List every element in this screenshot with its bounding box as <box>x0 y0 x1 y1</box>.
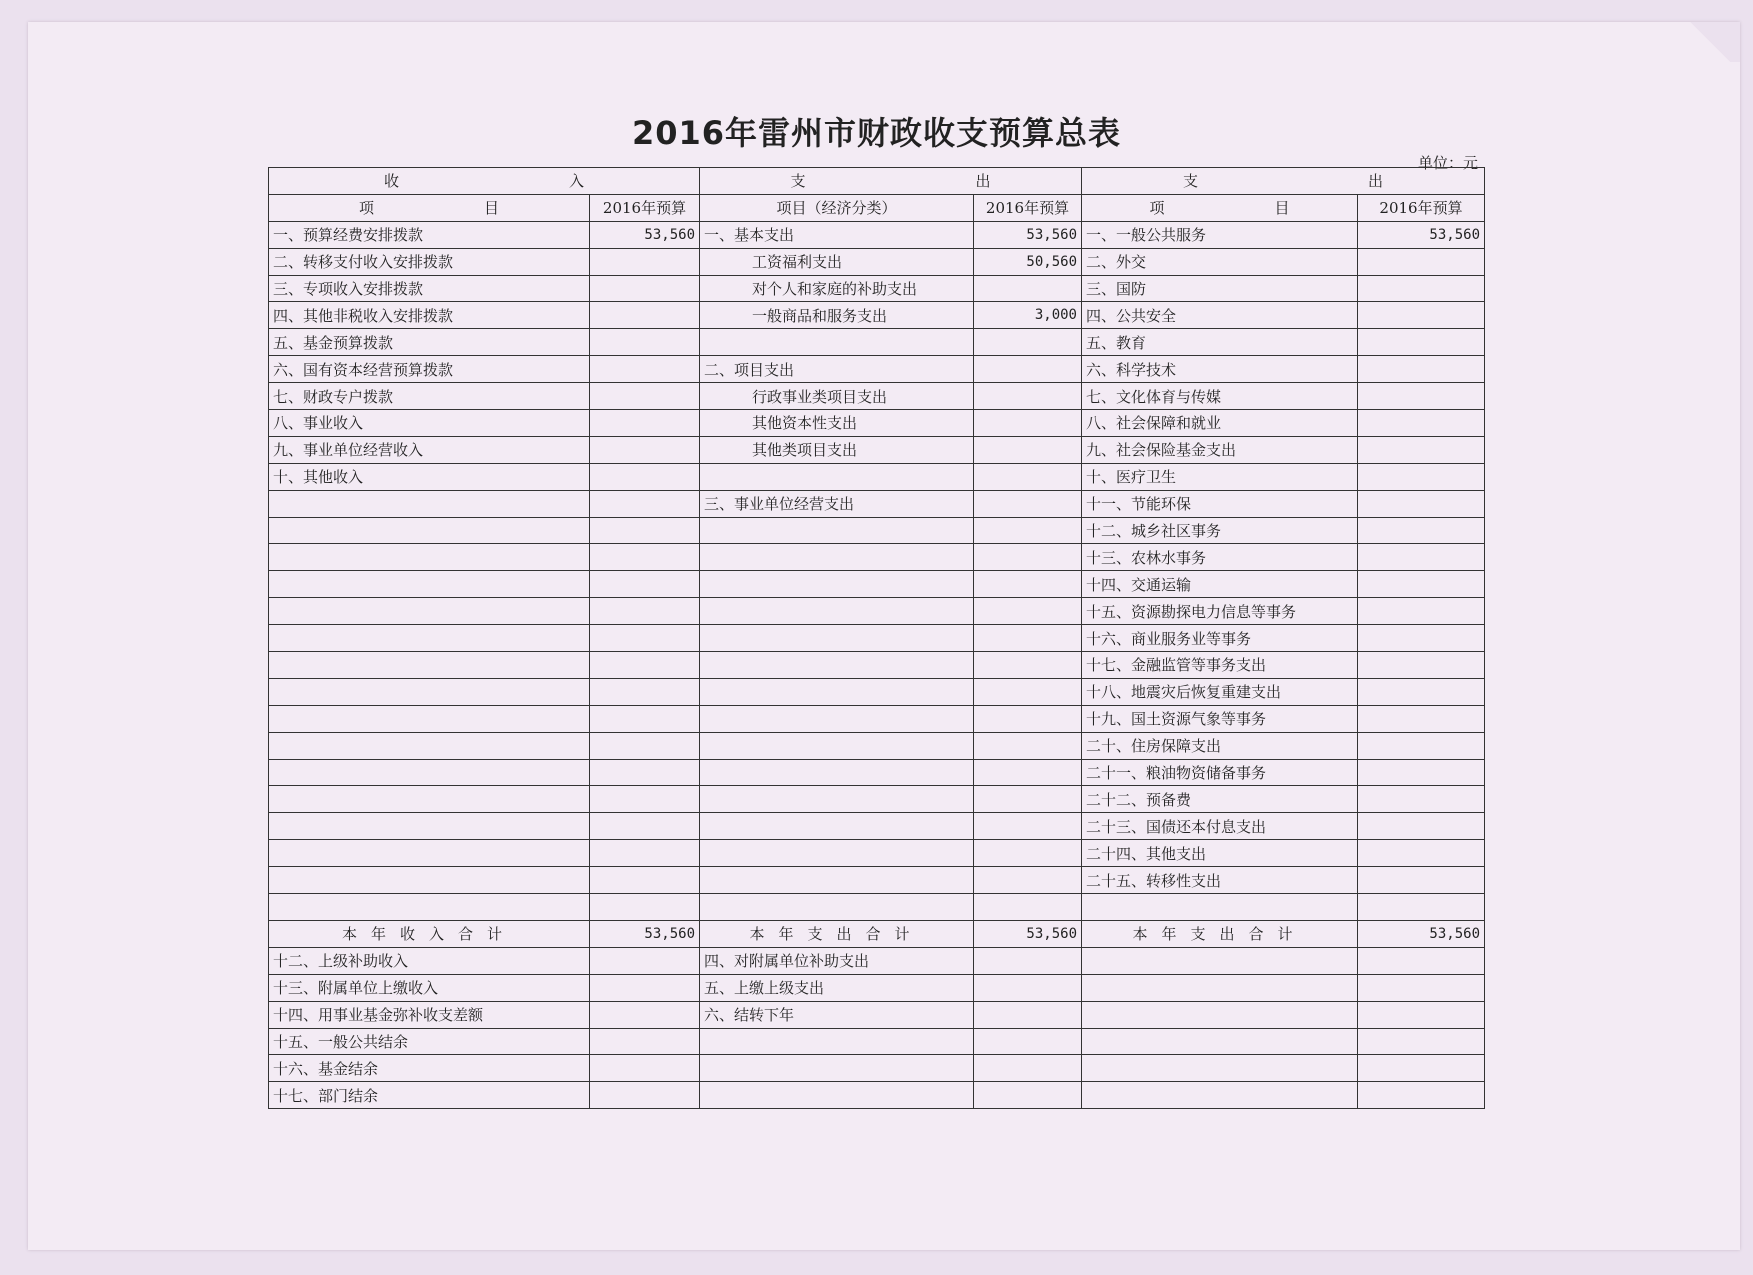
item-cell: 十一、节能环保 <box>1082 490 1358 517</box>
amount-cell <box>590 302 700 329</box>
amount-cell <box>974 759 1082 786</box>
item-cell: 十九、国土资源气象等事务 <box>1082 705 1358 732</box>
item-cell <box>269 894 590 921</box>
item-cell <box>700 544 974 571</box>
amount-cell <box>590 947 700 974</box>
amount-cell <box>590 786 700 813</box>
amount-cell <box>974 410 1082 437</box>
amount-cell <box>974 1001 1082 1028</box>
item-cell <box>269 759 590 786</box>
item-cell: 十六、商业服务业等事务 <box>1082 625 1358 652</box>
table-row <box>269 302 1485 329</box>
item-cell: 十四、交通运输 <box>1082 571 1358 598</box>
table-row <box>269 974 1485 1001</box>
amount-cell: 53,560 <box>974 221 1082 248</box>
item-cell: 二、转移支付收入安排拨款 <box>269 248 590 275</box>
item-cell <box>700 867 974 894</box>
item-cell <box>269 732 590 759</box>
table-row <box>269 786 1485 813</box>
item-cell: 二十、住房保障支出 <box>1082 732 1358 759</box>
amount-cell <box>590 813 700 840</box>
amount-cell <box>974 974 1082 1001</box>
amount-cell: 53,560 <box>590 221 700 248</box>
amount-cell <box>974 867 1082 894</box>
amount-cell <box>1358 598 1485 625</box>
item-cell: 十五、一般公共结余 <box>269 1028 590 1055</box>
amount-cell <box>590 1028 700 1055</box>
item-cell <box>700 813 974 840</box>
amount-cell <box>1358 705 1485 732</box>
item-cell: 一般商品和服务支出 <box>700 302 974 329</box>
amount-cell <box>590 732 700 759</box>
item-cell: 四、公共安全 <box>1082 302 1358 329</box>
item-cell <box>700 652 974 679</box>
table-row <box>269 598 1485 625</box>
table-row <box>269 840 1485 867</box>
amount-cell <box>974 383 1082 410</box>
item-cell: 四、其他非税收入安排拨款 <box>269 302 590 329</box>
col-item-header: 项 目 <box>1082 194 1358 221</box>
table-row <box>269 275 1485 302</box>
amount-cell <box>590 894 700 921</box>
table-row <box>269 1028 1485 1055</box>
amount-cell <box>590 275 700 302</box>
amount-cell <box>974 463 1082 490</box>
expense-group-header: 支 出 <box>700 168 1082 195</box>
item-cell: 十七、金融监管等事务支出 <box>1082 652 1358 679</box>
amount-cell: 53,560 <box>1358 221 1485 248</box>
item-cell: 八、社会保障和就业 <box>1082 410 1358 437</box>
item-cell <box>700 625 974 652</box>
table-row <box>269 356 1485 383</box>
amount-cell <box>974 813 1082 840</box>
amount-cell <box>1358 383 1485 410</box>
item-cell: 三、事业单位经营支出 <box>700 490 974 517</box>
amount-cell <box>974 571 1082 598</box>
amount-cell <box>974 732 1082 759</box>
amount-cell <box>974 1082 1082 1109</box>
item-cell <box>700 705 974 732</box>
item-cell <box>700 598 974 625</box>
amount-cell <box>590 1001 700 1028</box>
item-cell <box>700 463 974 490</box>
item-cell <box>269 705 590 732</box>
amount-cell <box>1358 1082 1485 1109</box>
item-cell <box>1082 974 1358 1001</box>
expense-total-value: 53,560 <box>974 920 1082 947</box>
item-cell <box>1082 1082 1358 1109</box>
item-cell: 二十四、其他支出 <box>1082 840 1358 867</box>
amount-cell <box>974 598 1082 625</box>
amount-cell <box>974 625 1082 652</box>
amount-cell: 50,560 <box>974 248 1082 275</box>
amount-cell <box>1358 867 1485 894</box>
item-cell: 一、基本支出 <box>700 221 974 248</box>
item-cell: 其他资本性支出 <box>700 410 974 437</box>
amount-cell <box>590 625 700 652</box>
table-row <box>269 410 1485 437</box>
income-total-label: 本年收入合计 <box>269 920 590 947</box>
col-budget-header: 2016年预算 <box>1358 194 1485 221</box>
amount-cell <box>1358 813 1485 840</box>
item-cell: 十三、农林水事务 <box>1082 544 1358 571</box>
item-cell <box>269 813 590 840</box>
amount-cell <box>974 840 1082 867</box>
table-row <box>269 1055 1485 1082</box>
amount-cell <box>590 867 700 894</box>
item-cell: 一、一般公共服务 <box>1082 221 1358 248</box>
table-row <box>269 571 1485 598</box>
amount-cell <box>1358 490 1485 517</box>
amount-cell <box>590 356 700 383</box>
amount-cell <box>974 652 1082 679</box>
item-cell: 九、社会保险基金支出 <box>1082 436 1358 463</box>
amount-cell <box>590 1055 700 1082</box>
amount-cell <box>974 490 1082 517</box>
item-cell <box>700 517 974 544</box>
item-cell: 六、结转下年 <box>700 1001 974 1028</box>
table-row <box>269 947 1485 974</box>
item-cell <box>700 1028 974 1055</box>
col-item-header: 项 目 <box>269 194 590 221</box>
amount-cell <box>1358 410 1485 437</box>
amount-cell <box>974 786 1082 813</box>
item-cell <box>269 490 590 517</box>
amount-cell <box>1358 248 1485 275</box>
amount-cell <box>1358 356 1485 383</box>
amount-cell <box>974 705 1082 732</box>
table-row <box>269 625 1485 652</box>
table-row <box>269 652 1485 679</box>
table-row <box>269 705 1485 732</box>
item-cell <box>269 786 590 813</box>
function-expense-total-value: 53,560 <box>1358 920 1485 947</box>
amount-cell <box>1358 275 1485 302</box>
item-cell <box>700 786 974 813</box>
item-cell: 十四、用事业基金弥补收支差额 <box>269 1001 590 1028</box>
amount-cell <box>974 1055 1082 1082</box>
amount-cell <box>1358 302 1485 329</box>
item-cell: 十五、资源勘探电力信息等事务 <box>1082 598 1358 625</box>
table-row <box>269 463 1485 490</box>
function-expense-total-label: 本年支出合计 <box>1082 920 1358 947</box>
item-cell: 十、其他收入 <box>269 463 590 490</box>
amount-cell <box>974 329 1082 356</box>
item-cell: 十六、基金结余 <box>269 1055 590 1082</box>
item-cell: 二十二、预备费 <box>1082 786 1358 813</box>
amount-cell <box>1358 625 1485 652</box>
item-cell <box>269 840 590 867</box>
amount-cell <box>974 678 1082 705</box>
amount-cell <box>590 1082 700 1109</box>
table-row <box>269 867 1485 894</box>
item-cell: 五、教育 <box>1082 329 1358 356</box>
amount-cell <box>1358 652 1485 679</box>
item-cell: 十七、部门结余 <box>269 1082 590 1109</box>
income-group-header: 收 入 <box>269 168 700 195</box>
item-cell <box>269 867 590 894</box>
amount-cell <box>590 652 700 679</box>
table-row <box>269 436 1485 463</box>
column-header-row <box>269 194 1485 221</box>
item-cell: 十二、上级补助收入 <box>269 947 590 974</box>
expense-total-label: 本年支出合计 <box>700 920 974 947</box>
amount-cell <box>590 840 700 867</box>
amount-cell <box>1358 678 1485 705</box>
amount-cell <box>1358 947 1485 974</box>
amount-cell <box>1358 786 1485 813</box>
table-row <box>269 894 1485 921</box>
item-cell <box>1082 947 1358 974</box>
table-row <box>269 759 1485 786</box>
amount-cell <box>590 410 700 437</box>
item-cell: 三、专项收入安排拨款 <box>269 275 590 302</box>
table-row <box>269 1082 1485 1109</box>
item-cell <box>269 598 590 625</box>
amount-cell <box>590 248 700 275</box>
amount-cell <box>1358 463 1485 490</box>
item-cell: 工资福利支出 <box>700 248 974 275</box>
page-title: 2016年雷州市财政收支预算总表 <box>631 114 1122 152</box>
item-cell <box>700 329 974 356</box>
amount-cell <box>590 974 700 1001</box>
amount-cell <box>974 517 1082 544</box>
amount-cell <box>1358 974 1485 1001</box>
table-row <box>269 813 1485 840</box>
item-cell: 六、科学技术 <box>1082 356 1358 383</box>
table-row <box>269 678 1485 705</box>
item-cell: 四、对附属单位补助支出 <box>700 947 974 974</box>
amount-cell <box>974 894 1082 921</box>
item-cell: 九、事业单位经营收入 <box>269 436 590 463</box>
item-cell: 八、事业收入 <box>269 410 590 437</box>
item-cell: 行政事业类项目支出 <box>700 383 974 410</box>
item-cell <box>269 571 590 598</box>
amount-cell <box>974 1028 1082 1055</box>
amount-cell <box>590 490 700 517</box>
table-row <box>269 221 1485 248</box>
table-row <box>269 248 1485 275</box>
group-header-row <box>269 168 1485 195</box>
item-cell: 五、上缴上级支出 <box>700 974 974 1001</box>
amount-cell <box>1358 1028 1485 1055</box>
amount-cell <box>1358 571 1485 598</box>
item-cell <box>1082 1028 1358 1055</box>
item-cell: 二十三、国债还本付息支出 <box>1082 813 1358 840</box>
amount-cell <box>590 329 700 356</box>
table-row <box>269 383 1485 410</box>
table-row <box>269 732 1485 759</box>
col-item-econ-header: 项目（经济分类） <box>700 194 974 221</box>
item-cell <box>700 732 974 759</box>
item-cell: 七、财政专户拨款 <box>269 383 590 410</box>
item-cell: 七、文化体育与传媒 <box>1082 383 1358 410</box>
amount-cell <box>974 544 1082 571</box>
item-cell <box>1082 1055 1358 1082</box>
item-cell <box>269 544 590 571</box>
item-cell: 十、医疗卫生 <box>1082 463 1358 490</box>
amount-cell <box>974 356 1082 383</box>
table-row <box>269 1001 1485 1028</box>
amount-cell <box>590 598 700 625</box>
table-row <box>269 544 1485 571</box>
amount-cell <box>1358 544 1485 571</box>
income-total-value: 53,560 <box>590 920 700 947</box>
amount-cell <box>974 947 1082 974</box>
unit-label: 单位：元 <box>1418 154 1479 172</box>
item-cell <box>269 652 590 679</box>
item-cell <box>1082 1001 1358 1028</box>
item-cell <box>269 678 590 705</box>
amount-cell <box>590 544 700 571</box>
item-cell <box>700 840 974 867</box>
item-cell <box>700 571 974 598</box>
item-cell <box>1082 894 1358 921</box>
amount-cell <box>1358 329 1485 356</box>
item-cell: 对个人和家庭的补助支出 <box>700 275 974 302</box>
amount-cell <box>590 517 700 544</box>
item-cell: 三、国防 <box>1082 275 1358 302</box>
amount-cell: 3,000 <box>974 302 1082 329</box>
amount-cell <box>1358 732 1485 759</box>
amount-cell <box>590 436 700 463</box>
totals-row <box>269 920 1485 947</box>
item-cell <box>700 1055 974 1082</box>
amount-cell <box>590 463 700 490</box>
amount-cell <box>590 759 700 786</box>
item-cell <box>700 894 974 921</box>
amount-cell <box>590 705 700 732</box>
item-cell: 十八、地震灾后恢复重建支出 <box>1082 678 1358 705</box>
amount-cell <box>1358 1055 1485 1082</box>
amount-cell <box>590 678 700 705</box>
item-cell: 二十五、转移性支出 <box>1082 867 1358 894</box>
item-cell <box>700 1082 974 1109</box>
item-cell: 二、外交 <box>1082 248 1358 275</box>
item-cell: 二十一、粮油物资储备事务 <box>1082 759 1358 786</box>
table-row <box>269 329 1485 356</box>
budget-table <box>268 167 1485 1109</box>
table-row <box>269 517 1485 544</box>
col-budget-header: 2016年预算 <box>974 194 1082 221</box>
item-cell: 十二、城乡社区事务 <box>1082 517 1358 544</box>
item-cell: 五、基金预算拨款 <box>269 329 590 356</box>
amount-cell <box>1358 759 1485 786</box>
item-cell <box>269 517 590 544</box>
item-cell: 六、国有资本经营预算拨款 <box>269 356 590 383</box>
item-cell: 一、预算经费安排拨款 <box>269 221 590 248</box>
amount-cell <box>590 571 700 598</box>
table-row <box>269 490 1485 517</box>
item-cell: 十三、附属单位上缴收入 <box>269 974 590 1001</box>
col-budget-header: 2016年预算 <box>590 194 700 221</box>
amount-cell <box>974 436 1082 463</box>
item-cell <box>700 678 974 705</box>
item-cell: 二、项目支出 <box>700 356 974 383</box>
amount-cell <box>1358 1001 1485 1028</box>
amount-cell <box>974 275 1082 302</box>
amount-cell <box>1358 894 1485 921</box>
item-cell: 其他类项目支出 <box>700 436 974 463</box>
amount-cell <box>1358 517 1485 544</box>
amount-cell <box>1358 840 1485 867</box>
function-expense-group-header: 支 出 <box>1082 168 1485 195</box>
item-cell <box>269 625 590 652</box>
item-cell <box>700 759 974 786</box>
amount-cell <box>590 383 700 410</box>
amount-cell <box>1358 436 1485 463</box>
